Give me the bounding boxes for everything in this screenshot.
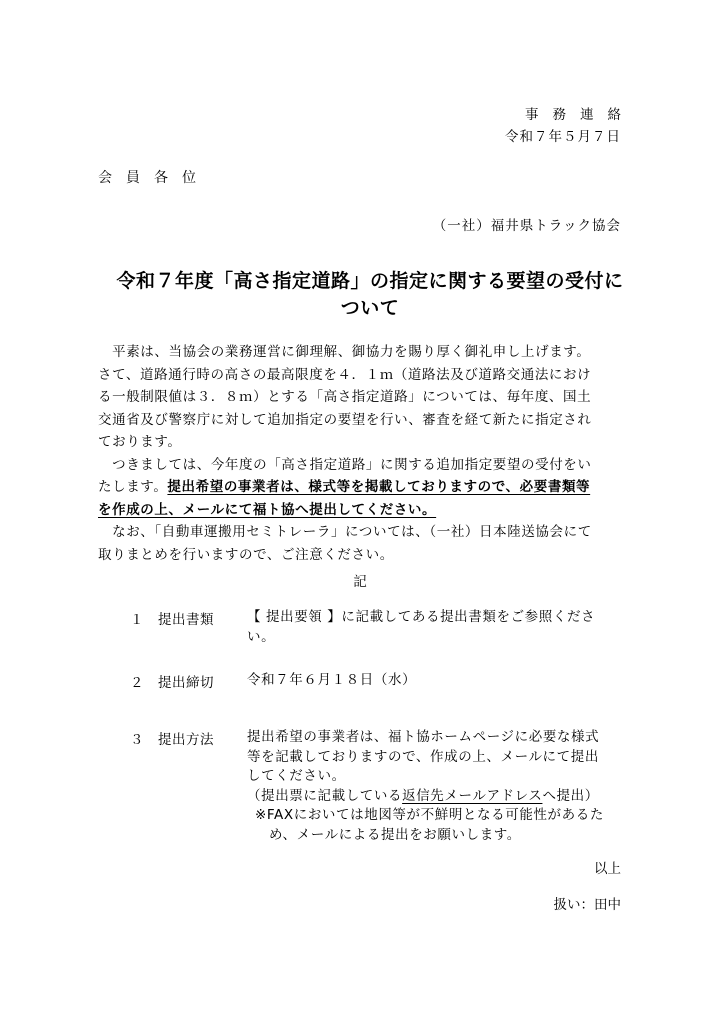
body-line: 取りまとめを行いますので、ご注意ください。 [98, 546, 394, 563]
body-line: つきましては、今年度の「高さ指定道路」に関する追加指定要望の受付をい [98, 456, 592, 473]
item-content [247, 608, 627, 647]
sender-organization: （一社）福井県トラック協会 [432, 218, 621, 234]
note-suffix: へ提出） [542, 787, 599, 804]
reply-email-address-ref: 返信先メールアドレス [402, 787, 543, 804]
body-line: る一般制限値は３．８ｍ）とする「高さ指定道路」については、毎年度、国土 [98, 389, 592, 405]
fax-note-line-2: め、メールによる提出をお願いします。 [269, 826, 521, 843]
body-text [98, 341, 622, 566]
item-content-line: 提出希望の事業者は、福ト協ホームページに必要な様式 [247, 729, 600, 745]
paragraph-greeting [98, 341, 622, 454]
body-line: さて、道路通行時の高さの最高限度を４．１ｍ（道路法及び道路交通法におけ [98, 366, 592, 383]
item-label: 提出方法 [158, 732, 214, 748]
item-label: 提出書類 [158, 612, 214, 628]
recipients: 会員各位 [98, 170, 210, 186]
body-line: なお、「自動車運搬用セミトレーラ」については、（一社）日本陸送協会にて [98, 524, 592, 540]
body-line: ております。 [98, 434, 182, 450]
item-number: ２ [130, 675, 144, 691]
title-line-1: 令和７年度「高さ指定道路」の指定に関する要望の受付に [116, 270, 624, 292]
note-prefix: （提出票に記載している [247, 787, 403, 804]
item-content-line: してください。 [247, 768, 346, 784]
emphasized-instruction: を作成の上、メールにて福ト協へ提出してください。 [98, 501, 437, 518]
handler: 扱い：田中 [553, 897, 621, 913]
paragraph-request [98, 454, 622, 522]
paragraph-note [98, 521, 622, 566]
item-content [247, 671, 627, 691]
body-line: 平素は、当協会の業務運営に御理解、御協力を賜り厚く御礼申し上げます。 [98, 344, 591, 360]
item-content [247, 728, 627, 845]
body-text-plain: たします。 [98, 479, 168, 495]
body-line [98, 476, 622, 499]
body-line: 交通省及び警察庁に対して追加指定の要望を行い、審査を経て新たに指定され [98, 411, 592, 428]
document-title [112, 268, 628, 322]
item-number: １ [130, 612, 144, 628]
item-content-line: い。 [247, 628, 276, 645]
ki-heading: 記 [353, 574, 367, 590]
title-line-2: ついて [340, 297, 400, 319]
item-number: ３ [130, 732, 144, 748]
submission-note [247, 787, 627, 807]
item-content-line: 令和７年６月１８日（水） [247, 672, 417, 688]
item-label: 提出締切 [158, 675, 214, 691]
item-content-line: 等を記載しておりますので、作成の上、メールにて提出 [247, 748, 599, 765]
emphasized-instruction: 提出希望の事業者は、様式等を掲載しておりますので、必要書類等 [167, 479, 591, 495]
body-line [98, 499, 622, 522]
closing-mark: 以上 [594, 861, 621, 877]
document-date: 令和７年５月７日 [505, 129, 621, 145]
item-content-line: 【 提出要領 】に記載してある提出書類をご参照くださ [247, 609, 596, 625]
document-type: 事務連絡 [525, 107, 635, 123]
fax-note-line-1: ※FAXにおいては地図等が不鮮明となる可能性があるた [255, 807, 604, 823]
